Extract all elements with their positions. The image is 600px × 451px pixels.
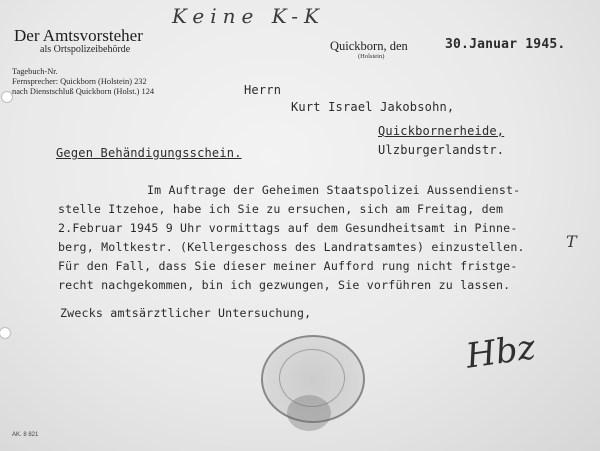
letterhead-after-hours-phone: nach Dienstschluß Quickborn (Holst.) 124 xyxy=(12,87,155,96)
recipient-salutation: Herrn xyxy=(244,83,282,97)
letterhead-phone: Fernsprecher: Quickborn (Holstein) 232 xyxy=(12,77,147,86)
recipient-street: Ulzburgerlandstr. xyxy=(378,143,505,157)
punch-hole xyxy=(0,328,10,338)
handwritten-mark: T xyxy=(566,232,577,251)
letter-date: 30.Januar 1945. xyxy=(445,37,566,52)
body-line: recht nachgekommen, bin ich gezwungen, Sie vorführen zu lassen. xyxy=(58,278,511,292)
recipient-name: Kurt Israel Jakobsohn, xyxy=(291,100,455,114)
subject-line: Gegen Behändigungsschein. xyxy=(56,146,242,160)
place-sublabel: (Holstein) xyxy=(358,53,385,60)
punch-hole xyxy=(2,92,12,102)
handwritten-note: Keine K-K xyxy=(172,4,325,28)
body-line: Im Auftrage der Geheimen Staatspolizei Aussendienst- xyxy=(147,183,521,197)
form-number: AK. 8 821 xyxy=(12,432,39,438)
body-line: Für den Fall, dass Sie dieser meiner Aufford rung nicht fristge- xyxy=(58,259,518,273)
signature: Hbz xyxy=(463,327,538,377)
body-line: 2.Februar 1945 9 Uhr vormittags auf dem Gesundheitsamt in Pinne- xyxy=(58,221,518,235)
stamp-smudge xyxy=(287,395,331,431)
letterhead-diary-number: Tagebuch-Nr. xyxy=(12,67,58,76)
recipient-location: Quickbornerheide, xyxy=(378,124,505,138)
letterhead-authority: Der Amtsvorsteher xyxy=(14,26,143,45)
body-line: stelle Itzehoe, habe ich Sie zu ersuchen, sich am Freitag, dem xyxy=(58,202,504,216)
closing-line: Zwecks amtsärztlicher Untersuchung, xyxy=(60,306,312,320)
letterhead-subtitle: als Ortspolizeibehörde xyxy=(40,44,131,55)
body-line: berg, Moltkestr. (Kellergeschoss des Landratsamtes) einzustellen. xyxy=(58,240,525,254)
place-label: Quickborn, den xyxy=(330,39,408,53)
